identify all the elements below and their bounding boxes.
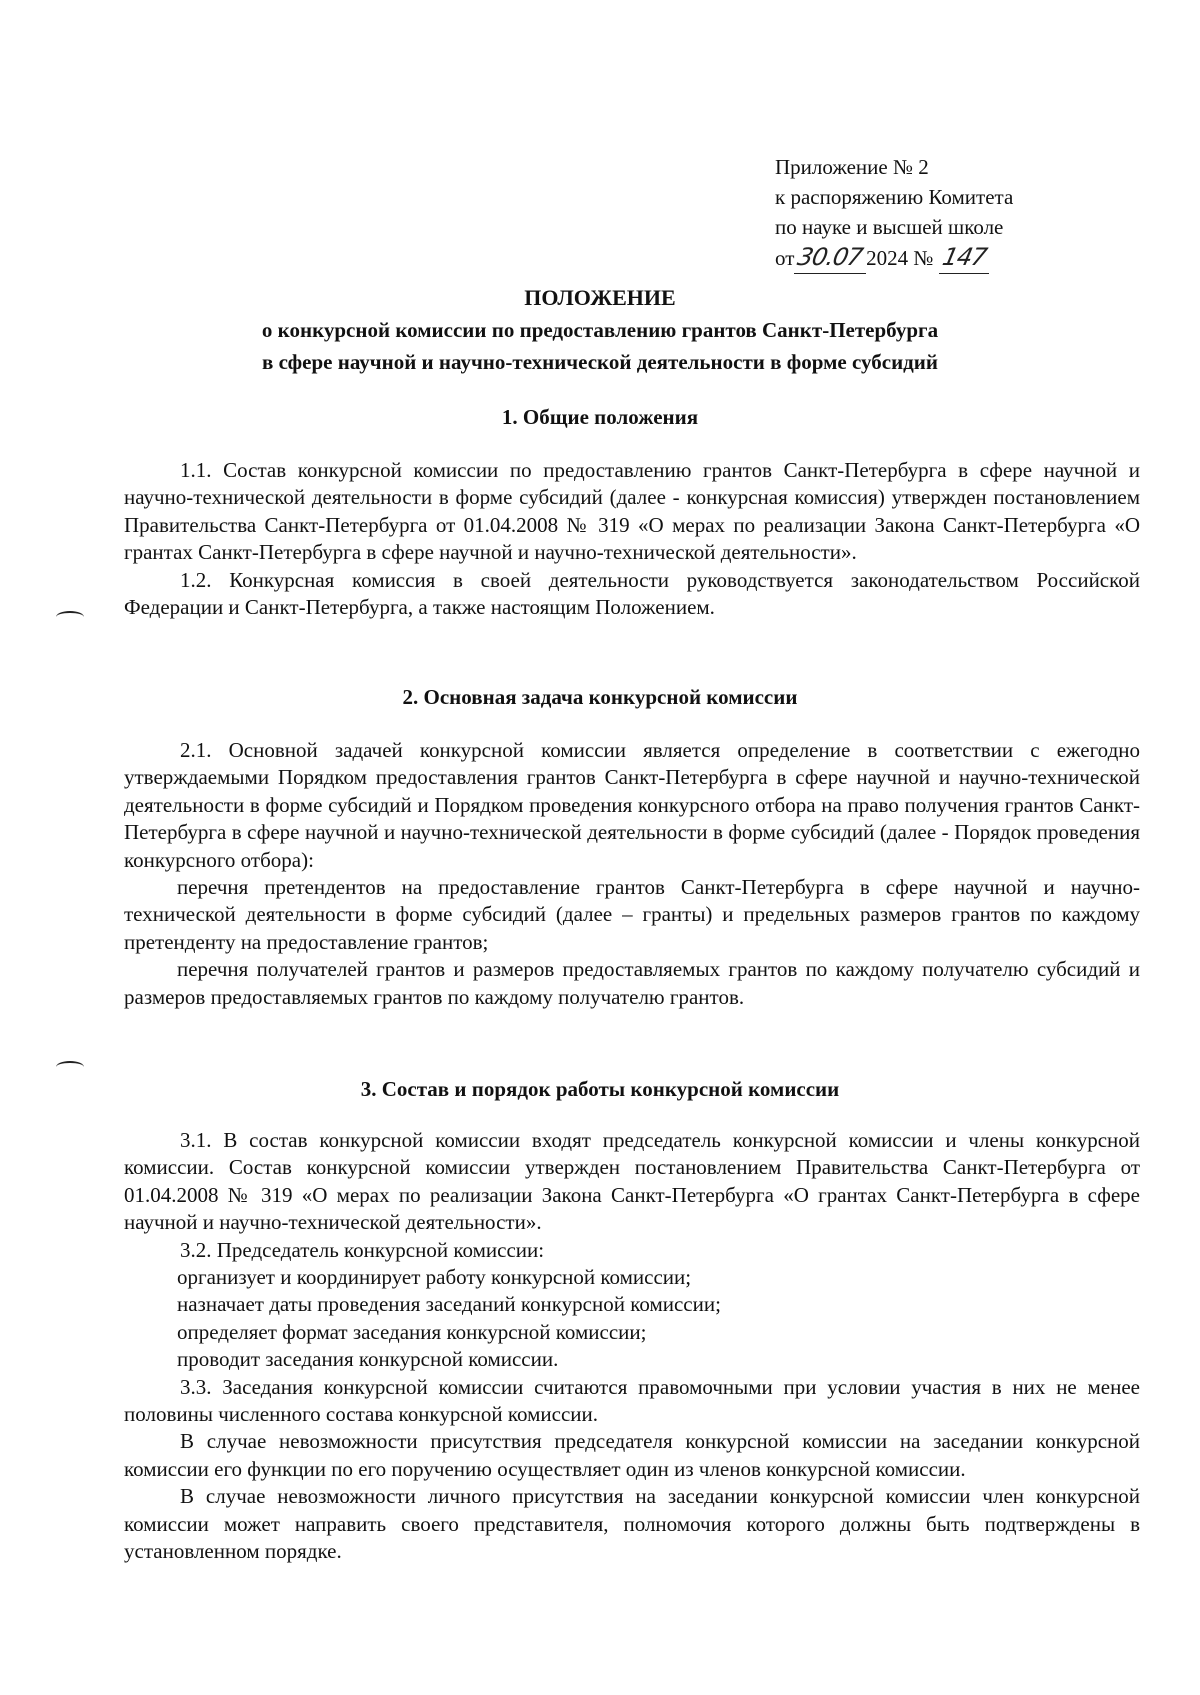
paragraph-2-list-2: перечня получателей грантов и размеров предоставляемых грантов по каждому получателю субсидий и размеров предоставляемых грантов по каждому получателю грантов. bbox=[124, 957, 1140, 1009]
paragraph-3-list-2: назначает даты проведения заседаний конкурсной комиссии; bbox=[177, 1292, 721, 1317]
section2-body bbox=[124, 737, 1140, 1011]
paragraph-3-4: В случае невозможности присутствия председателя конкурсной комиссии на заседании конкурсной комиссии его функции по его поручению осуществляет один из членов конкурсной комиссии. bbox=[124, 1429, 1140, 1481]
paragraph-1-1: 1.1. Состав конкурсной комиссии по предоставлению грантов Санкт-Петербурга в сфере научной и научно-технической деятельности в форме субсидий (далее - конкурсная комиссия) утвержден постановлением Правительства Санкт-Петербурга от 01.04.2008 № 319 «О мерах по реализации Закона Санкт-Петербурга «О грантах Санкт-Петербурга в сфере научной и научно-технической деятельности». bbox=[124, 458, 1140, 565]
number-prefix: № bbox=[913, 246, 934, 270]
paragraph-3-list-4: проводит заседания конкурсной комиссии. bbox=[177, 1347, 559, 1372]
handwritten-number: 147 bbox=[939, 243, 989, 271]
scan-hole-mark-icon bbox=[56, 611, 84, 623]
document-title: ПОЛОЖЕНИЕ bbox=[524, 285, 676, 310]
appendix-order-ref: к распоряжению Комитета bbox=[775, 185, 1014, 209]
document-subtitle-line2: в сфере научной и научно-технической деятельности в форме субсидий bbox=[262, 350, 938, 374]
appendix-committee: по науке и высшей школе bbox=[775, 215, 1004, 239]
paragraph-3-list-1: организует и координирует работу конкурсной комиссии; bbox=[177, 1265, 692, 1290]
section3-body bbox=[124, 1127, 1140, 1566]
document-subtitle-line1: о конкурсной комиссии по предоставлению грантов Санкт-Петербурга bbox=[261, 318, 939, 342]
section1-heading: 1. Общие положения bbox=[501, 405, 699, 429]
date-prefix: от bbox=[775, 246, 795, 270]
paragraph-2-list-1: перечня претендентов на предоставление грантов Санкт-Петербурга в сфере научной и научно-технической деятельности в форме субсидий (далее – гранты) и предельных размеров грантов по каждому претенденту на предоставление грантов; bbox=[124, 875, 1140, 954]
handwritten-date: 30.07 bbox=[795, 243, 866, 271]
paragraph-3-list-3: определяет формат заседания конкурсной комиссии; bbox=[177, 1319, 647, 1344]
paragraph-3-2: 3.2. Председатель конкурсной комиссии: bbox=[180, 1237, 545, 1262]
paragraph-2-1: 2.1. Основной задачей конкурсной комиссии является определение в соответствии с ежегодно утверждаемыми Порядком предоставления грантов Санкт-Петербурга в сфере научной и научно-технической деятельности в форме субсидий и Порядком проведения конкурсного отбора на право получения грантов Санкт-Петербурга в сфере научной и научно-технической деятельности в форме субсидий (далее - Порядок проведения конкурсного отбора): bbox=[124, 738, 1140, 872]
appendix-number: Приложение № 2 bbox=[775, 155, 929, 179]
appendix-date-line bbox=[775, 242, 1075, 274]
section1-body bbox=[124, 457, 1140, 621]
paragraph-1-2: 1.2. Конкурсная комиссия в своей деятельности руководствуется законодательством Российской Федерации и Санкт-Петербурга, а также настоящим Положением. bbox=[124, 567, 1140, 620]
paragraph-3-1: 3.1. В состав конкурсной комиссии входят председатель конкурсной комиссии и члены конкурсной комиссии. Состав конкурсной комиссии утвержден постановлением Правительства Санкт-Петербурга от 01.04.2008 № 319 «О мерах по реализации Закона Санкт-Петербурга «О грантах Санкт-Петербурга в сфере научной и научно-технической деятельности». bbox=[124, 1128, 1140, 1235]
scan-hole-mark-icon bbox=[56, 1061, 84, 1073]
section3-heading: 3. Состав и порядок работы конкурсной комиссии bbox=[360, 1077, 840, 1101]
date-year: 2024 bbox=[866, 246, 909, 270]
paragraph-3-5: В случае невозможности личного присутствия на заседании конкурсной комиссии член конкурсной комиссии может направить своего представителя, полномочия которого должны быть подтверждены в установленном порядке. bbox=[124, 1484, 1140, 1564]
appendix-block bbox=[775, 152, 1075, 274]
paragraph-3-3: 3.3. Заседания конкурсной комиссии считаются правомочными при условии участия в них не менее половины численного состава конкурсной комиссии. bbox=[124, 1374, 1140, 1427]
section2-heading: 2. Основная задача конкурсной комиссии bbox=[402, 685, 798, 709]
